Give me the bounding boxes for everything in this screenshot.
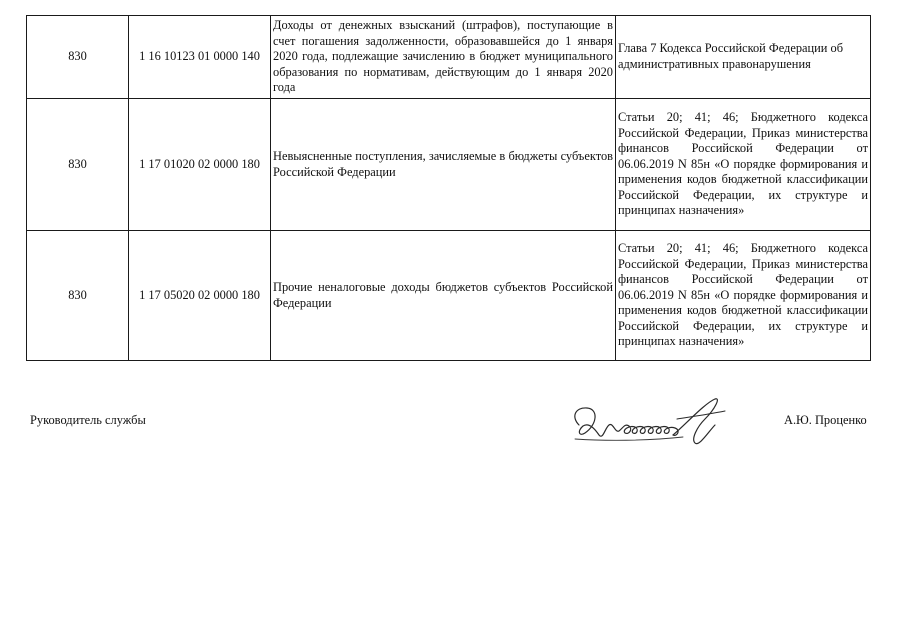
handwritten-signature-image — [565, 395, 750, 455]
signature-block — [0, 380, 905, 480]
signer-position: Руководитель службы — [30, 413, 146, 427]
legal-basis-cell: Статьи 20; 41; 46; Бюджетного кодекса Российской Федерации, Приказ министерства финансов Российской Федерации от 06.06.2019 N 85н «О порядке формирования и применения кодов бюджетной классификации Российской Федерации, их структуре и принципах назначения» — [616, 99, 871, 231]
revenue-name-cell: Прочие неналоговые доходы бюджетов субъектов Российской Федерации — [271, 231, 616, 361]
admin-code-cell: 830 — [27, 231, 129, 361]
kbk-cell: 1 16 10123 01 0000 140 — [129, 16, 271, 99]
admin-code-cell: 830 — [27, 99, 129, 231]
revenue-name-cell: Невыясненные поступления, зачисляемые в бюджеты субъектов Российской Федерации — [271, 99, 616, 231]
legal-basis-cell: Глава 7 Кодекса Российской Федерации об административных правонарушения — [616, 16, 871, 99]
revenue-name-cell: Доходы от денежных взысканий (штрафов), поступающие в счет погашения задолженности, образовавшейся до 1 января 2020 года, подлежащие зачислению в бюджет муниципального образования по нормативам, действующим до 1 января 2020 года — [271, 16, 616, 99]
revenue-table — [26, 15, 871, 361]
admin-code-cell: 830 — [27, 16, 129, 99]
table-row — [27, 99, 871, 231]
kbk-cell: 1 17 05020 02 0000 180 — [129, 231, 271, 361]
table-row — [27, 16, 871, 99]
kbk-cell: 1 17 01020 02 0000 180 — [129, 99, 271, 231]
legal-basis-cell: Статьи 20; 41; 46; Бюджетного кодекса Российской Федерации, Приказ министерства финансов Российской Федерации от 06.06.2019 N 85н «О порядке формирования и применения кодов бюджетной классификации Российской Федерации, их структуре и принципах назначения» — [616, 231, 871, 361]
signer-name: А.Ю. Проценко — [784, 413, 867, 427]
table-row — [27, 231, 871, 361]
